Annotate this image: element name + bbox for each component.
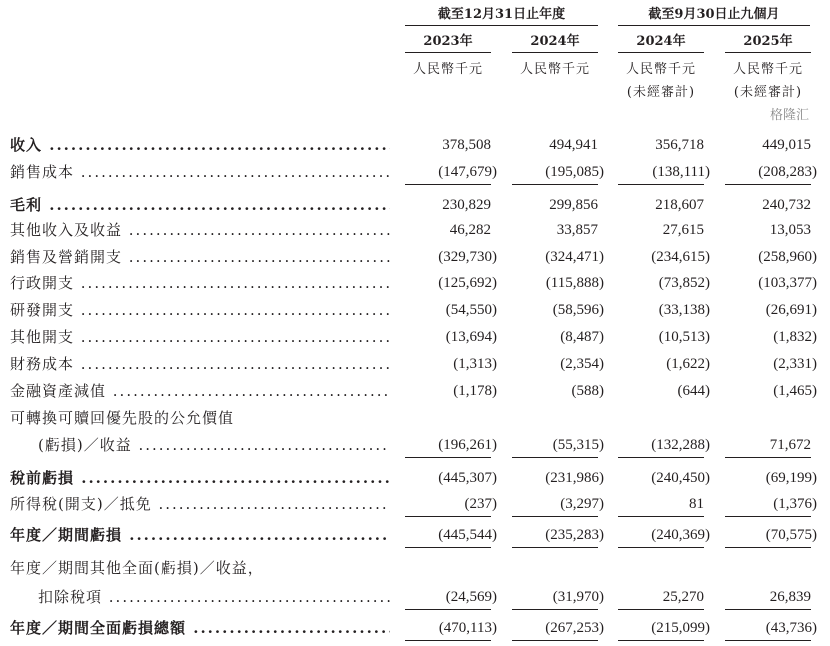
row-value: (69,199) [765, 470, 817, 486]
row-label: 可轉換可贖回優先股的公允價值 [10, 409, 235, 427]
underline [618, 609, 704, 610]
underline [405, 609, 491, 610]
row-value: 449,015 [762, 137, 811, 153]
row-value: (3,297) [560, 496, 604, 512]
underline [405, 547, 491, 548]
group-period-title: 截至9月30日止九個月 [648, 7, 780, 22]
row-value: (58,596) [552, 302, 604, 318]
underline [725, 640, 811, 641]
column-year: 2024年 [636, 34, 686, 49]
row-label: 行政開支 ..... [10, 270, 390, 296]
row-value: 378,508 [442, 137, 491, 153]
row-value: 218,607 [655, 197, 704, 213]
table-row [0, 432, 830, 458]
row-value: 71,672 [769, 437, 811, 453]
row-value: 13,053 [769, 222, 811, 238]
row-value: (445,307) [438, 470, 497, 486]
row-value: (215,099) [651, 620, 710, 636]
row-value: (234,615) [651, 249, 710, 265]
column-year: 2024年 [530, 34, 580, 49]
row-value: (240,450) [651, 470, 710, 486]
table-row [0, 584, 830, 610]
row-value: 356,718 [655, 137, 704, 153]
row-value: (103,377) [758, 275, 817, 291]
underline [512, 609, 598, 610]
row-value: 25,270 [662, 589, 704, 605]
underline [725, 457, 811, 458]
divider [405, 25, 598, 26]
divider [618, 25, 810, 26]
row-label: 研發開支 ..... [10, 297, 390, 323]
row-value: (33,138) [658, 302, 710, 318]
underline [618, 457, 704, 458]
row-value: (55,315) [552, 437, 604, 453]
row-value: 33,857 [556, 222, 598, 238]
row-label: 財務成本 ..... [10, 351, 390, 377]
row-label: 稅前虧損 ..... [10, 465, 390, 491]
row-label: 毛利 ..... [10, 192, 390, 218]
underline [512, 457, 598, 458]
row-value: 240,732 [762, 197, 811, 213]
table-row [0, 324, 830, 350]
column-unit: 人民幣千元 [625, 62, 696, 77]
row-value: (258,960) [758, 249, 817, 265]
underline [618, 516, 704, 517]
underline [405, 640, 491, 641]
underline [618, 640, 704, 641]
underline [405, 184, 491, 185]
table-row [0, 132, 830, 158]
table-row [0, 270, 830, 296]
underline [405, 457, 491, 458]
row-value: (324,471) [545, 249, 604, 265]
row-value: (1,376) [773, 496, 817, 512]
row-value: (644) [677, 383, 710, 399]
row-value: (196,261) [438, 437, 497, 453]
row-value: (115,888) [545, 275, 604, 291]
row-value: (70,575) [765, 527, 817, 543]
row-value: (240,369) [651, 527, 710, 543]
table-row [0, 378, 830, 404]
table-row [0, 491, 830, 517]
row-value: 299,856 [549, 197, 598, 213]
table-row [0, 615, 830, 641]
row-value: (8,487) [560, 329, 604, 345]
underline [725, 547, 811, 548]
table-row-label-line [0, 405, 830, 431]
underline [512, 640, 598, 641]
row-label: 金融資產減值 ..... [10, 378, 390, 404]
row-value: (31,970) [552, 589, 604, 605]
row-value: (24,569) [445, 589, 497, 605]
row-value: (237) [464, 496, 497, 512]
row-label: 所得稅(開支)／抵免 ..... [10, 491, 390, 517]
row-value: (43,736) [765, 620, 817, 636]
row-value: (267,253) [545, 620, 604, 636]
row-value: (2,331) [773, 356, 817, 372]
row-value: (235,283) [545, 527, 604, 543]
table-row [0, 244, 830, 270]
row-value: (132,288) [651, 437, 710, 453]
column-year: 2025年 [743, 34, 793, 49]
row-label: (虧損)／收益 ..... [38, 432, 390, 458]
table-row [0, 465, 830, 491]
row-label: 扣除稅項 ..... [38, 584, 390, 610]
row-value: (1,178) [453, 383, 497, 399]
row-value: 494,941 [549, 137, 598, 153]
underline [725, 516, 811, 517]
row-value: (147,679) [438, 164, 497, 180]
row-value: (54,550) [445, 302, 497, 318]
underline [512, 516, 598, 517]
row-value: (329,730) [438, 249, 497, 265]
row-value: 27,615 [662, 222, 704, 238]
row-value: (10,513) [658, 329, 710, 345]
table-row [0, 522, 830, 548]
group-year-title: 截至12月31日止年度 [437, 7, 566, 22]
row-value: 26,839 [769, 589, 811, 605]
underline [512, 184, 598, 185]
row-value: (1,313) [453, 356, 497, 372]
row-value: (125,692) [438, 275, 497, 291]
column-unit: 人民幣千元 [519, 62, 590, 77]
row-value: (2,354) [560, 356, 604, 372]
row-label: 年度／期間虧損 ..... [10, 522, 390, 548]
table-row [0, 217, 830, 243]
row-value: (588) [571, 383, 604, 399]
table-row-label-line [0, 555, 830, 581]
row-label: 其他收入及收益 ..... [10, 217, 390, 243]
column-unit: 人民幣千元 [412, 62, 483, 77]
row-value: (1,465) [773, 383, 817, 399]
row-label: 銷售及營銷開支 ..... [10, 244, 390, 270]
underline [725, 184, 811, 185]
row-value: (470,113) [438, 620, 497, 636]
row-value: (26,691) [765, 302, 817, 318]
row-value: (138,111) [652, 164, 710, 180]
watermark: 格隆汇 [770, 108, 810, 123]
column-note: (未經審計) [733, 85, 803, 100]
table-row [0, 351, 830, 377]
row-label: 收入 ..... [10, 132, 390, 158]
row-value: 81 [689, 496, 704, 512]
row-value: (445,544) [438, 527, 497, 543]
row-value: (231,986) [545, 470, 604, 486]
table-row [0, 159, 830, 185]
row-label: 其他開支 ..... [10, 324, 390, 350]
row-label: 年度／期間其他全面(虧損)／收益， [10, 559, 264, 577]
divider [512, 52, 598, 53]
table-row [0, 297, 830, 323]
underline [618, 547, 704, 548]
row-value: (208,283) [758, 164, 817, 180]
row-value: (13,694) [445, 329, 497, 345]
row-value: (195,085) [545, 164, 604, 180]
underline [405, 516, 491, 517]
column-note: (未經審計) [626, 85, 696, 100]
divider [618, 52, 704, 53]
row-value: (1,832) [773, 329, 817, 345]
underline [725, 609, 811, 610]
row-value: 46,282 [449, 222, 491, 238]
column-unit: 人民幣千元 [732, 62, 803, 77]
underline [618, 184, 704, 185]
divider [725, 52, 811, 53]
row-value: (73,852) [658, 275, 710, 291]
table-row [0, 192, 830, 218]
row-value: (1,622) [666, 356, 710, 372]
row-label: 銷售成本 ..... [10, 159, 390, 185]
underline [512, 547, 598, 548]
divider [405, 52, 491, 53]
row-label: 年度／期間全面虧損總額 ..... [10, 615, 390, 641]
row-value: 230,829 [442, 197, 491, 213]
column-year: 2023年 [423, 34, 473, 49]
